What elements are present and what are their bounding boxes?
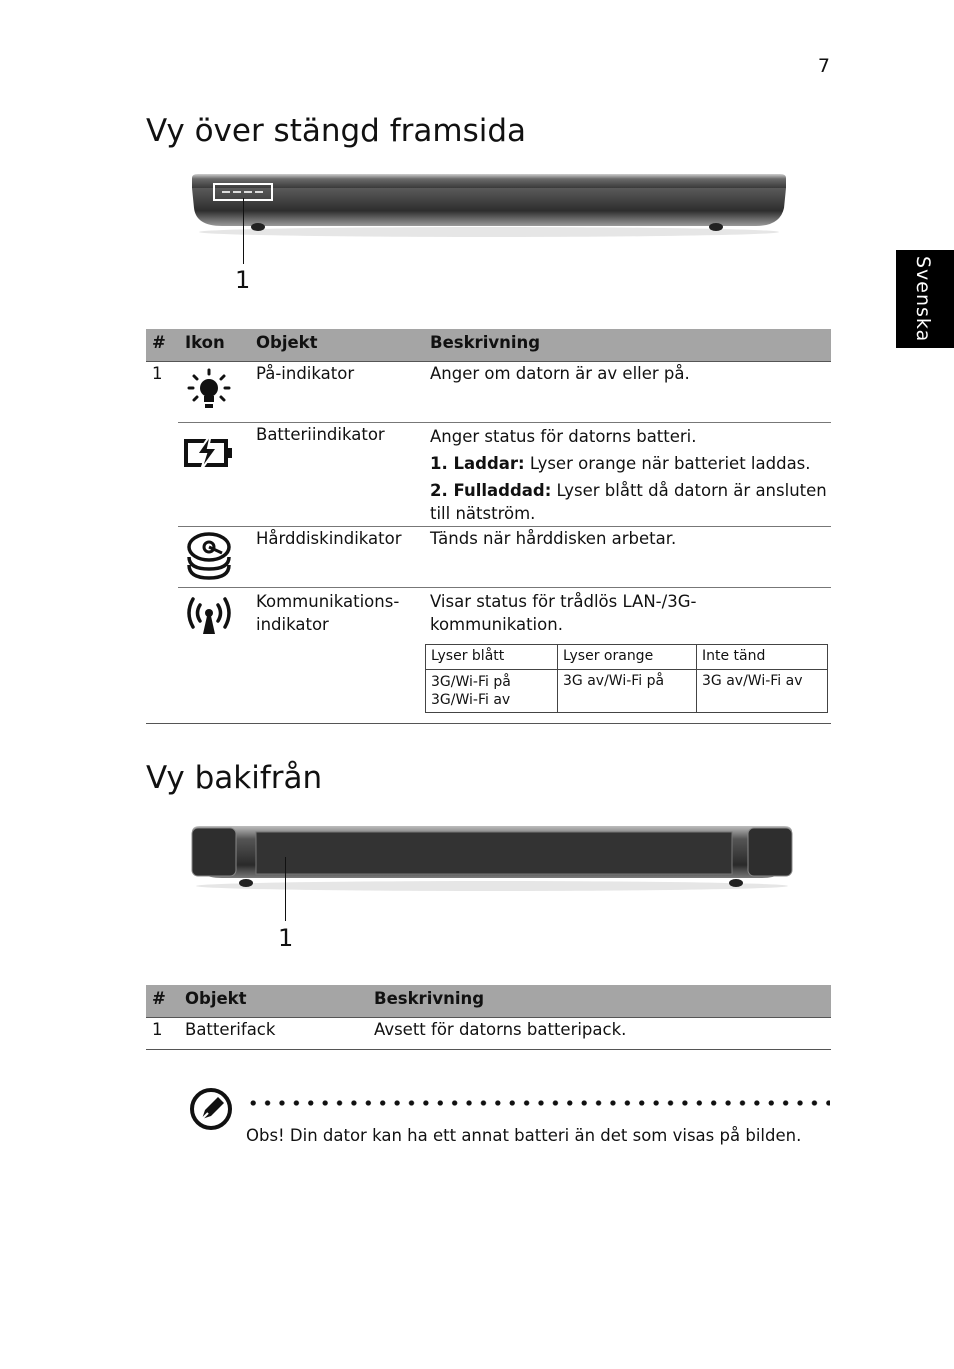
charging-label: 1. Laddar: [430,454,525,473]
callout-line-rear [285,857,286,921]
note-body: Din dator kan ha ett annat batteri än det som visas på bilden. [284,1126,802,1145]
callout-number-rear: 1 [278,924,294,952]
note-label: Obs! [246,1126,285,1145]
page-number: 7 [817,55,830,77]
note-text [246,1126,801,1145]
note-pen-icon [188,1086,234,1132]
rear-row1-item: Batterifack [185,1020,276,1039]
callout-line-front [243,198,244,264]
rear-header-desc: Beskrivning [374,989,485,1008]
full-text: Lyser blått då datorn är ansluten till nätström. [430,481,827,523]
status-header-orange: Lyser orange [558,645,697,670]
row-divider [178,422,831,423]
battery-status-charging [430,452,828,475]
closed-front-laptop-image [186,170,792,240]
header-desc: Beskrivning [430,333,541,352]
rear-laptop-image [186,820,798,892]
row-divider [178,526,831,527]
rear-header-item: Objekt [185,989,247,1008]
row1-desc: Anger om datorn är av eller på. [430,364,690,383]
section-title-rear: Vy bakifrån [146,760,323,796]
full-label: 2. Fulladdad: [430,481,552,500]
rear-table-header [146,985,831,1018]
row4-desc: Visar status för trådlös LAN-/3G- kommunikation. [430,592,697,634]
language-tab [896,250,954,348]
status-cell-off: 3G av/Wi-Fi av [697,670,828,713]
battery-icon [183,432,235,472]
row3-desc: Tänds när hårddisken arbetar. [430,529,677,548]
charging-text: Lyser orange när batteriet laddas. [524,454,811,473]
language-tab-label: Svenska [912,256,934,343]
battery-status-full [430,479,828,525]
wireless-icon [183,594,235,636]
callout-number-front: 1 [235,266,251,294]
rear-row1-num: 1 [152,1020,163,1039]
rear-row1-desc: Avsett för datorns batteripack. [374,1020,627,1039]
row-divider [178,587,831,588]
section-title-front: Vy över stängd framsida [146,113,527,149]
row2-desc-block [430,425,828,529]
front-table-header [146,329,831,362]
row1-num: 1 [152,364,163,383]
rear-header-num: # [152,989,166,1008]
header-icon: Ikon [185,333,225,352]
table-bottom-rule [146,723,831,724]
status-header-blue: Lyser blått [426,645,558,670]
row4-item: Kommunikations- indikator [256,592,400,634]
header-num: # [152,333,166,352]
header-item: Objekt [256,333,318,352]
hdd-icon [186,531,232,581]
row3-item: Hårddiskindikator [256,529,402,548]
rear-table-bottom-rule [146,1049,831,1050]
row2-desc: Anger status för datorns batteri. [430,427,697,446]
row1-item: På-indikator [256,364,355,383]
power-bulb-icon [186,368,232,414]
status-cell-orange: 3G av/Wi-Fi på [558,670,697,713]
status-cell-blue: 3G/Wi-Fi på 3G/Wi-Fi av [426,670,558,713]
wireless-status-table [425,644,828,713]
status-header-off: Inte tänd [697,645,828,670]
row2-item: Batteriindikator [256,425,385,444]
note-dotted-rule [246,1100,830,1106]
